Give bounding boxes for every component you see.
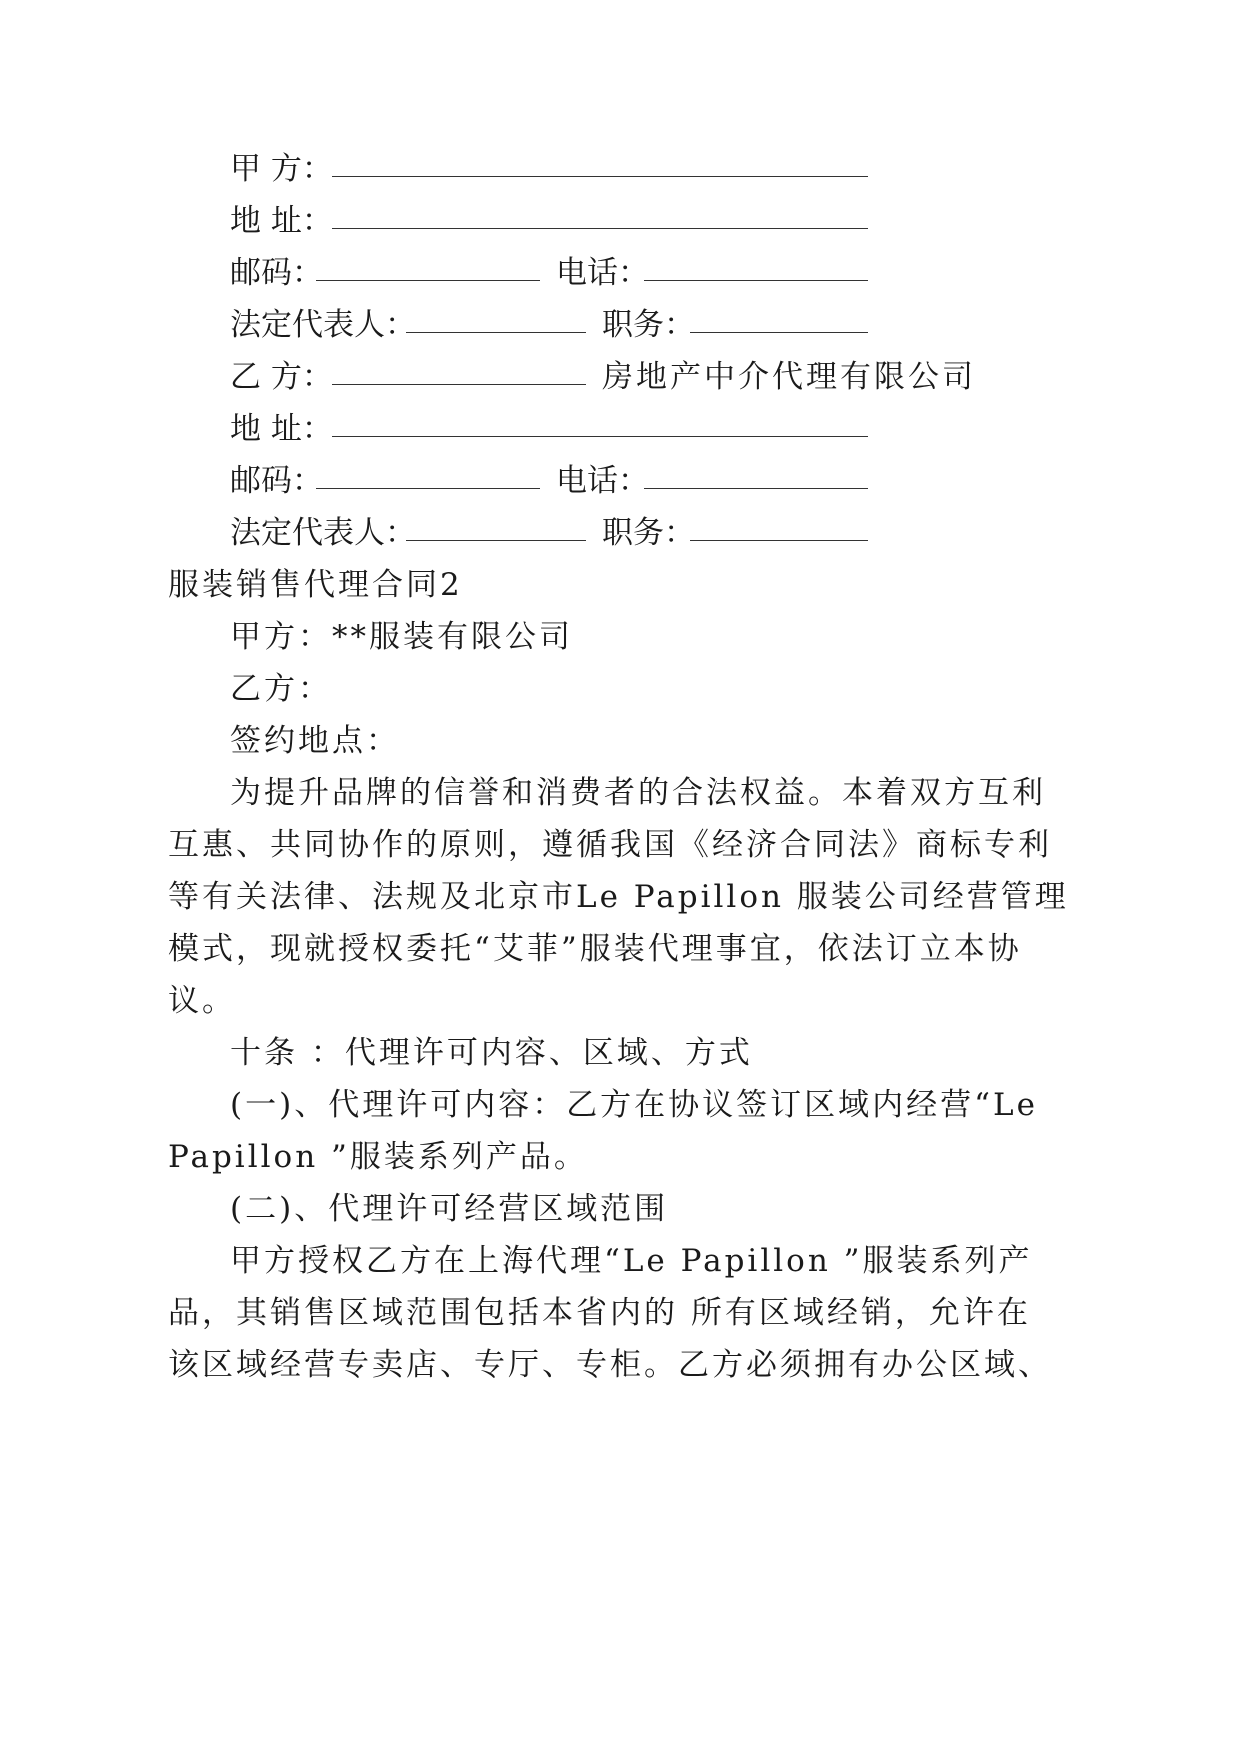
item1-line-1: (一)、代理许可内容：乙方在协议签订区域内经营“Le	[230, 1087, 1038, 1123]
party-a-position-label: 职务：	[602, 307, 695, 343]
party-b-blank	[332, 380, 586, 385]
party-a-position-blank	[690, 328, 868, 333]
contract-title: 服装销售代理合同2	[168, 567, 463, 603]
party-a-postcode-label: 邮码：	[230, 255, 323, 291]
contract-signing-place: 签约地点：	[230, 723, 400, 759]
contract-party-a: 甲方：**服装有限公司	[230, 619, 573, 655]
item2-line-1: 甲方授权乙方在上海代理“Le Papillon ”服装系列产	[230, 1243, 1033, 1279]
item2-line-3: 该区域经营专卖店、专厅、专柜。乙方必须拥有办公区域、	[168, 1347, 1052, 1383]
intro-line-4: 模式，现就授权委托“艾菲”服装代理事宜，依法订立本协	[168, 931, 1022, 967]
party-b-postcode-blank	[316, 484, 540, 489]
party-a-phone-label: 电话：	[556, 255, 649, 291]
item1-line-2: Papillon ”服装系列产品。	[168, 1139, 588, 1175]
party-a-label: 甲 方：	[230, 151, 333, 187]
party-b-legal-rep-label: 法定代表人：	[230, 515, 416, 551]
intro-line-2: 互惠、共同协作的原则，遵循我国《经济合同法》商标专利	[168, 827, 1052, 863]
party-b-company-suffix: 房地产中介代理有限公司	[602, 359, 976, 395]
article-heading: 十条 ：代理许可内容、区域、方式	[230, 1035, 753, 1071]
party-b-phone-blank	[644, 484, 868, 489]
party-b-legal-rep-blank	[406, 536, 586, 541]
party-a-legal-rep-blank	[406, 328, 586, 333]
contract-party-b: 乙方：	[230, 671, 332, 707]
intro-line-1: 为提升品牌的信誉和消费者的合法权益。本着双方互利	[230, 775, 1046, 811]
party-a-postcode-blank	[316, 276, 540, 281]
intro-line-5: 议。	[168, 983, 236, 1019]
party-b-phone-label: 电话：	[556, 463, 649, 499]
party-a-blank	[332, 172, 868, 177]
party-a-address-label: 地 址：	[230, 203, 333, 239]
party-b-postcode-label: 邮码：	[230, 463, 323, 499]
party-a-legal-rep-label: 法定代表人：	[230, 307, 416, 343]
party-b-address-blank	[332, 432, 868, 437]
intro-line-3: 等有关法律、法规及北京市Le Papillon 服装公司经营管理	[168, 879, 1069, 915]
party-b-label: 乙 方：	[230, 359, 333, 395]
item2-heading: (二)、代理许可经营区域范围	[230, 1191, 669, 1227]
party-b-position-blank	[690, 536, 868, 541]
party-b-address-label: 地 址：	[230, 411, 333, 447]
party-b-position-label: 职务：	[602, 515, 695, 551]
party-a-address-blank	[332, 224, 868, 229]
party-a-phone-blank	[644, 276, 868, 281]
item2-line-2: 品，其销售区域范围包括本省内的 所有区域经销，允许在	[168, 1295, 1031, 1331]
